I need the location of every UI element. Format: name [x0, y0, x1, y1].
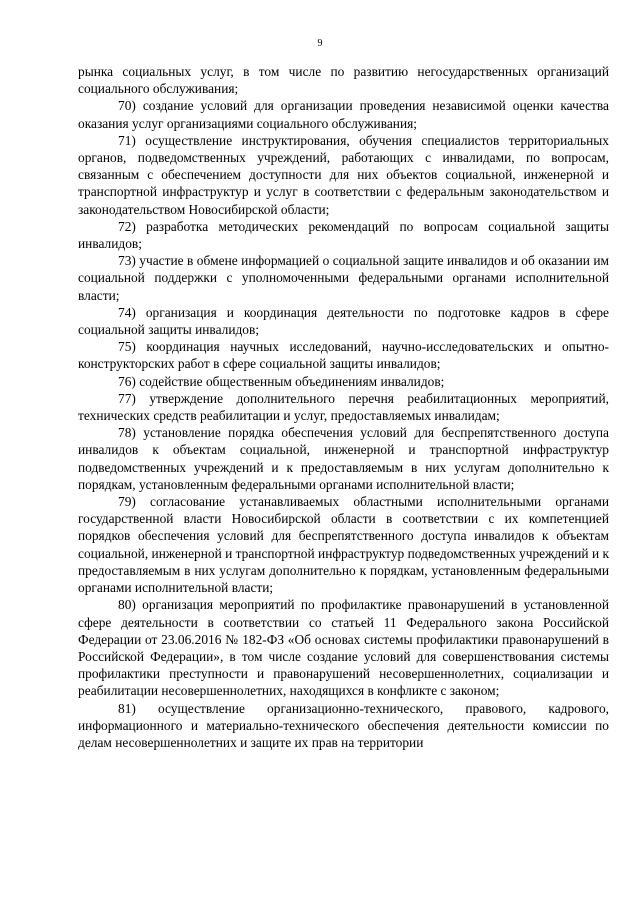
page-number: 9: [317, 38, 323, 49]
paragraph-item-75: 75) координация научных исследований, научно-исследовательских и опытно-конструкторских работ в сфере социальной защиты инвалидов;: [78, 339, 609, 372]
paragraph-item-72: 72) разработка методических рекомендаций по вопросам социальной защиты инвалидов;: [78, 218, 609, 252]
paragraph-item-81: 81) осуществление организационно-технического, правового, кадрового, информационного и материально-технического обеспечения деятельности комиссии по делам несовершеннолетних и защите их прав на территории: [78, 700, 609, 750]
paragraph-item-79: 79) согласование устанавливаемых областными исполнительными органами государственной власти Новосибирской области в соответствии с их компетенцией порядков обеспечения условий для беспрепятственного доступа инвалидов к объектам социальной, инженерной и транспортной инфраструктур подведомственных учреждений и к предоставляемым в них услугам дополнительно к порядкам, установленным федеральными органами исполнительной власти;: [78, 494, 609, 596]
paragraph-item-76: 76) содействие общественным объединениям инвалидов;: [118, 373, 445, 389]
paragraph-item-70: 70) создание условий для организации проведения независимой оценки качества оказания услуг организациями социального обслуживания;: [78, 98, 609, 131]
paragraph-item-74: 74) организация и координация деятельности по подготовке кадров в сфере социальной защиты инвалидов;: [78, 304, 609, 338]
paragraph-item-78: 78) установление порядка обеспечения условий для беспрепятственного доступа инвалидов к объектам социальной, инженерной и транспортной инфраструктур подведомственных учреждений и к предоставляемым в них услугам дополнительно к порядкам, установленным федеральными органами исполнительной власти;: [78, 425, 609, 492]
paragraph-item-77: 77) утверждение дополнительного перечня реабилитационных мероприятий, технических средств реабилитации и услуг, предоставляемых инвалидам;: [78, 390, 609, 424]
paragraph-item-73: 73) участие в обмене информацией о социальной защите инвалидов и об оказании им социальной поддержки с уполномоченными федеральными органами исполнительной власти;: [78, 253, 609, 303]
document-body: [78, 63, 609, 751]
paragraph-item-80: 80) организация мероприятий по профилактике правонарушений в установленной сфере деятельности в соответствии со статьей 11 Федерального закона Российской Федерации от 23.06.2016 № 182-ФЗ «Об основах системы профилактики правонарушений в Российской Федерации», в том числе создание условий для совершенствования системы профилактики преступности и правонарушений несовершеннолетних, социализации и реабилитации несовершеннолетних, находящихся в конфликте с законом;: [78, 597, 609, 699]
paragraph-continuation: рынка социальных услуг, в том числе по развитию негосударственных организаций социального обслуживания;: [78, 64, 609, 97]
paragraph-item-71: 71) осуществление инструктирования, обучения специалистов территориальных органов, подведомственных учреждений, работающих с инвалидами, по вопросам, связанным с обеспечением доступности для них объектов социальной, инженерной и транспортной инфраструктур и услуг в соответствии с федеральным законодательством и законодательством Новосибирской области;: [78, 132, 609, 217]
